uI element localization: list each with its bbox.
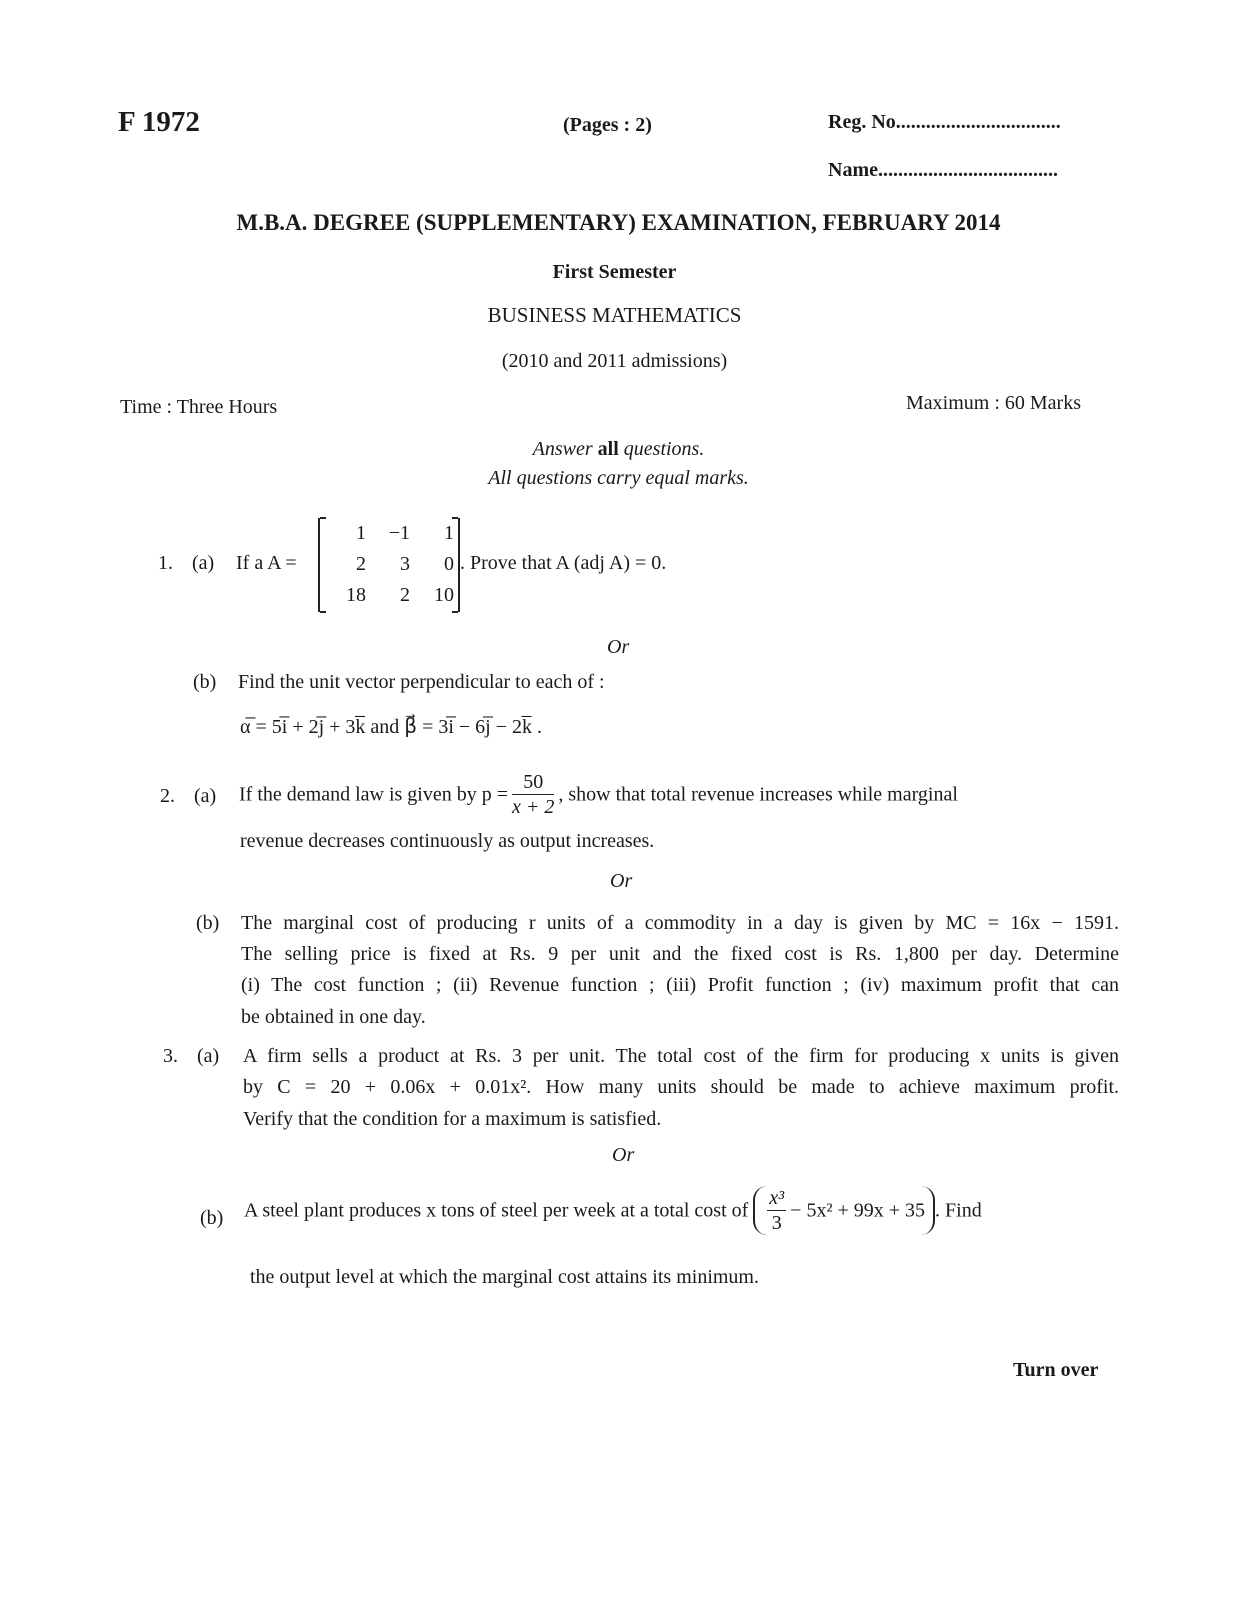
q1a-label: (a) xyxy=(192,552,215,574)
q2a-label: (a) xyxy=(194,785,217,807)
demand-fraction: $\frac{50}{x + 2}$ xyxy=(512,771,555,818)
subject: BUSINESS MATHEMATICS xyxy=(487,303,742,327)
q2a-line2: revenue decreases continuously as output increases. xyxy=(240,830,655,852)
name-field: Name.................................... xyxy=(828,159,1058,181)
matrix-a: 1 −1 1 2 3 0 18 2 10 xyxy=(318,518,460,612)
instruction-answer-all: Answer all questions. xyxy=(532,438,705,460)
q2b-line: The marginal cost of producing r units of a commodity in a day is given by MC = 16x − 1591. xyxy=(241,912,1119,934)
turn-over: Turn over xyxy=(1013,1359,1099,1381)
q2b-line: be obtained in one day. xyxy=(241,1006,426,1028)
q2b-label: (b) xyxy=(196,912,220,934)
q3b-label: (b) xyxy=(200,1207,224,1229)
q2b-line: The selling price is fixed at Rs. 9 per unit and the fixed cost is Rs. 1,800 per day. Determine xyxy=(241,943,1119,965)
q3a-line: by C = 20 + 0.06x + 0.01x². How many units should be made to achieve maximum profit. xyxy=(243,1076,1119,1098)
q1b-vectors: α̅ = 5i̅ + 2j̅ + 3k̅ and β⃗ = 3i̅ − 6j̅ − 2k̅ . xyxy=(240,716,543,738)
q3b-line2: the output level at which the marginal cost attains its minimum. xyxy=(250,1266,759,1288)
q1-or: Or xyxy=(607,636,630,658)
q3a-line: A firm sells a product at Rs. 3 per unit. The total cost of the firm for producing x units is given xyxy=(243,1045,1119,1067)
paper-code: F 1972 xyxy=(118,106,200,138)
cost-expression: $\frac{\text{x³}}{3}$ − 5x² + 99x + 35 xyxy=(753,1186,935,1235)
q1a-text: If a A = xyxy=(236,552,297,574)
q2b-line: (i) The cost function ; (ii) Revenue function ; (iii) Profit function ; (iv) maximum profit that can xyxy=(241,974,1119,996)
maximum-marks: Maximum : 60 Marks xyxy=(906,392,1081,414)
q2-number: 2. xyxy=(160,785,175,807)
q1b-text: Find the unit vector perpendicular to each of : xyxy=(238,671,605,693)
q3-or: Or xyxy=(612,1144,635,1166)
exam-title: M.B.A. DEGREE (SUPPLEMENTARY) EXAMINATION, FEBRUARY 2014 xyxy=(236,210,1001,235)
semester: First Semester xyxy=(552,261,677,283)
reg-no-field: Reg. No................................. xyxy=(828,111,1061,133)
q3a-label: (a) xyxy=(197,1045,220,1067)
q1a-text-post: . Prove that A (adj A) = 0. xyxy=(460,552,667,574)
q2a-text: If the demand law is given by p = $\frac{50}{x + 2}$ , show that total revenue increases while marginal xyxy=(239,771,958,818)
q1b-label: (b) xyxy=(193,671,217,693)
time-allowed: Time : Three Hours xyxy=(120,396,278,418)
q3a-line: Verify that the condition for a maximum is satisfied. xyxy=(243,1108,662,1130)
q1-number: 1. xyxy=(158,552,173,574)
q3b-text: A steel plant produces x tons of steel per week at a total cost of $\frac{\text{x³}}{3}$ − 5x² + 99x + 35 . Find xyxy=(244,1187,982,1234)
page-count: (Pages : 2) xyxy=(563,114,652,136)
q3-number: 3. xyxy=(163,1045,178,1067)
admissions: (2010 and 2011 admissions) xyxy=(501,350,728,372)
instruction-equal-marks: All questions carry equal marks. xyxy=(488,467,749,489)
q2-or: Or xyxy=(610,870,633,892)
